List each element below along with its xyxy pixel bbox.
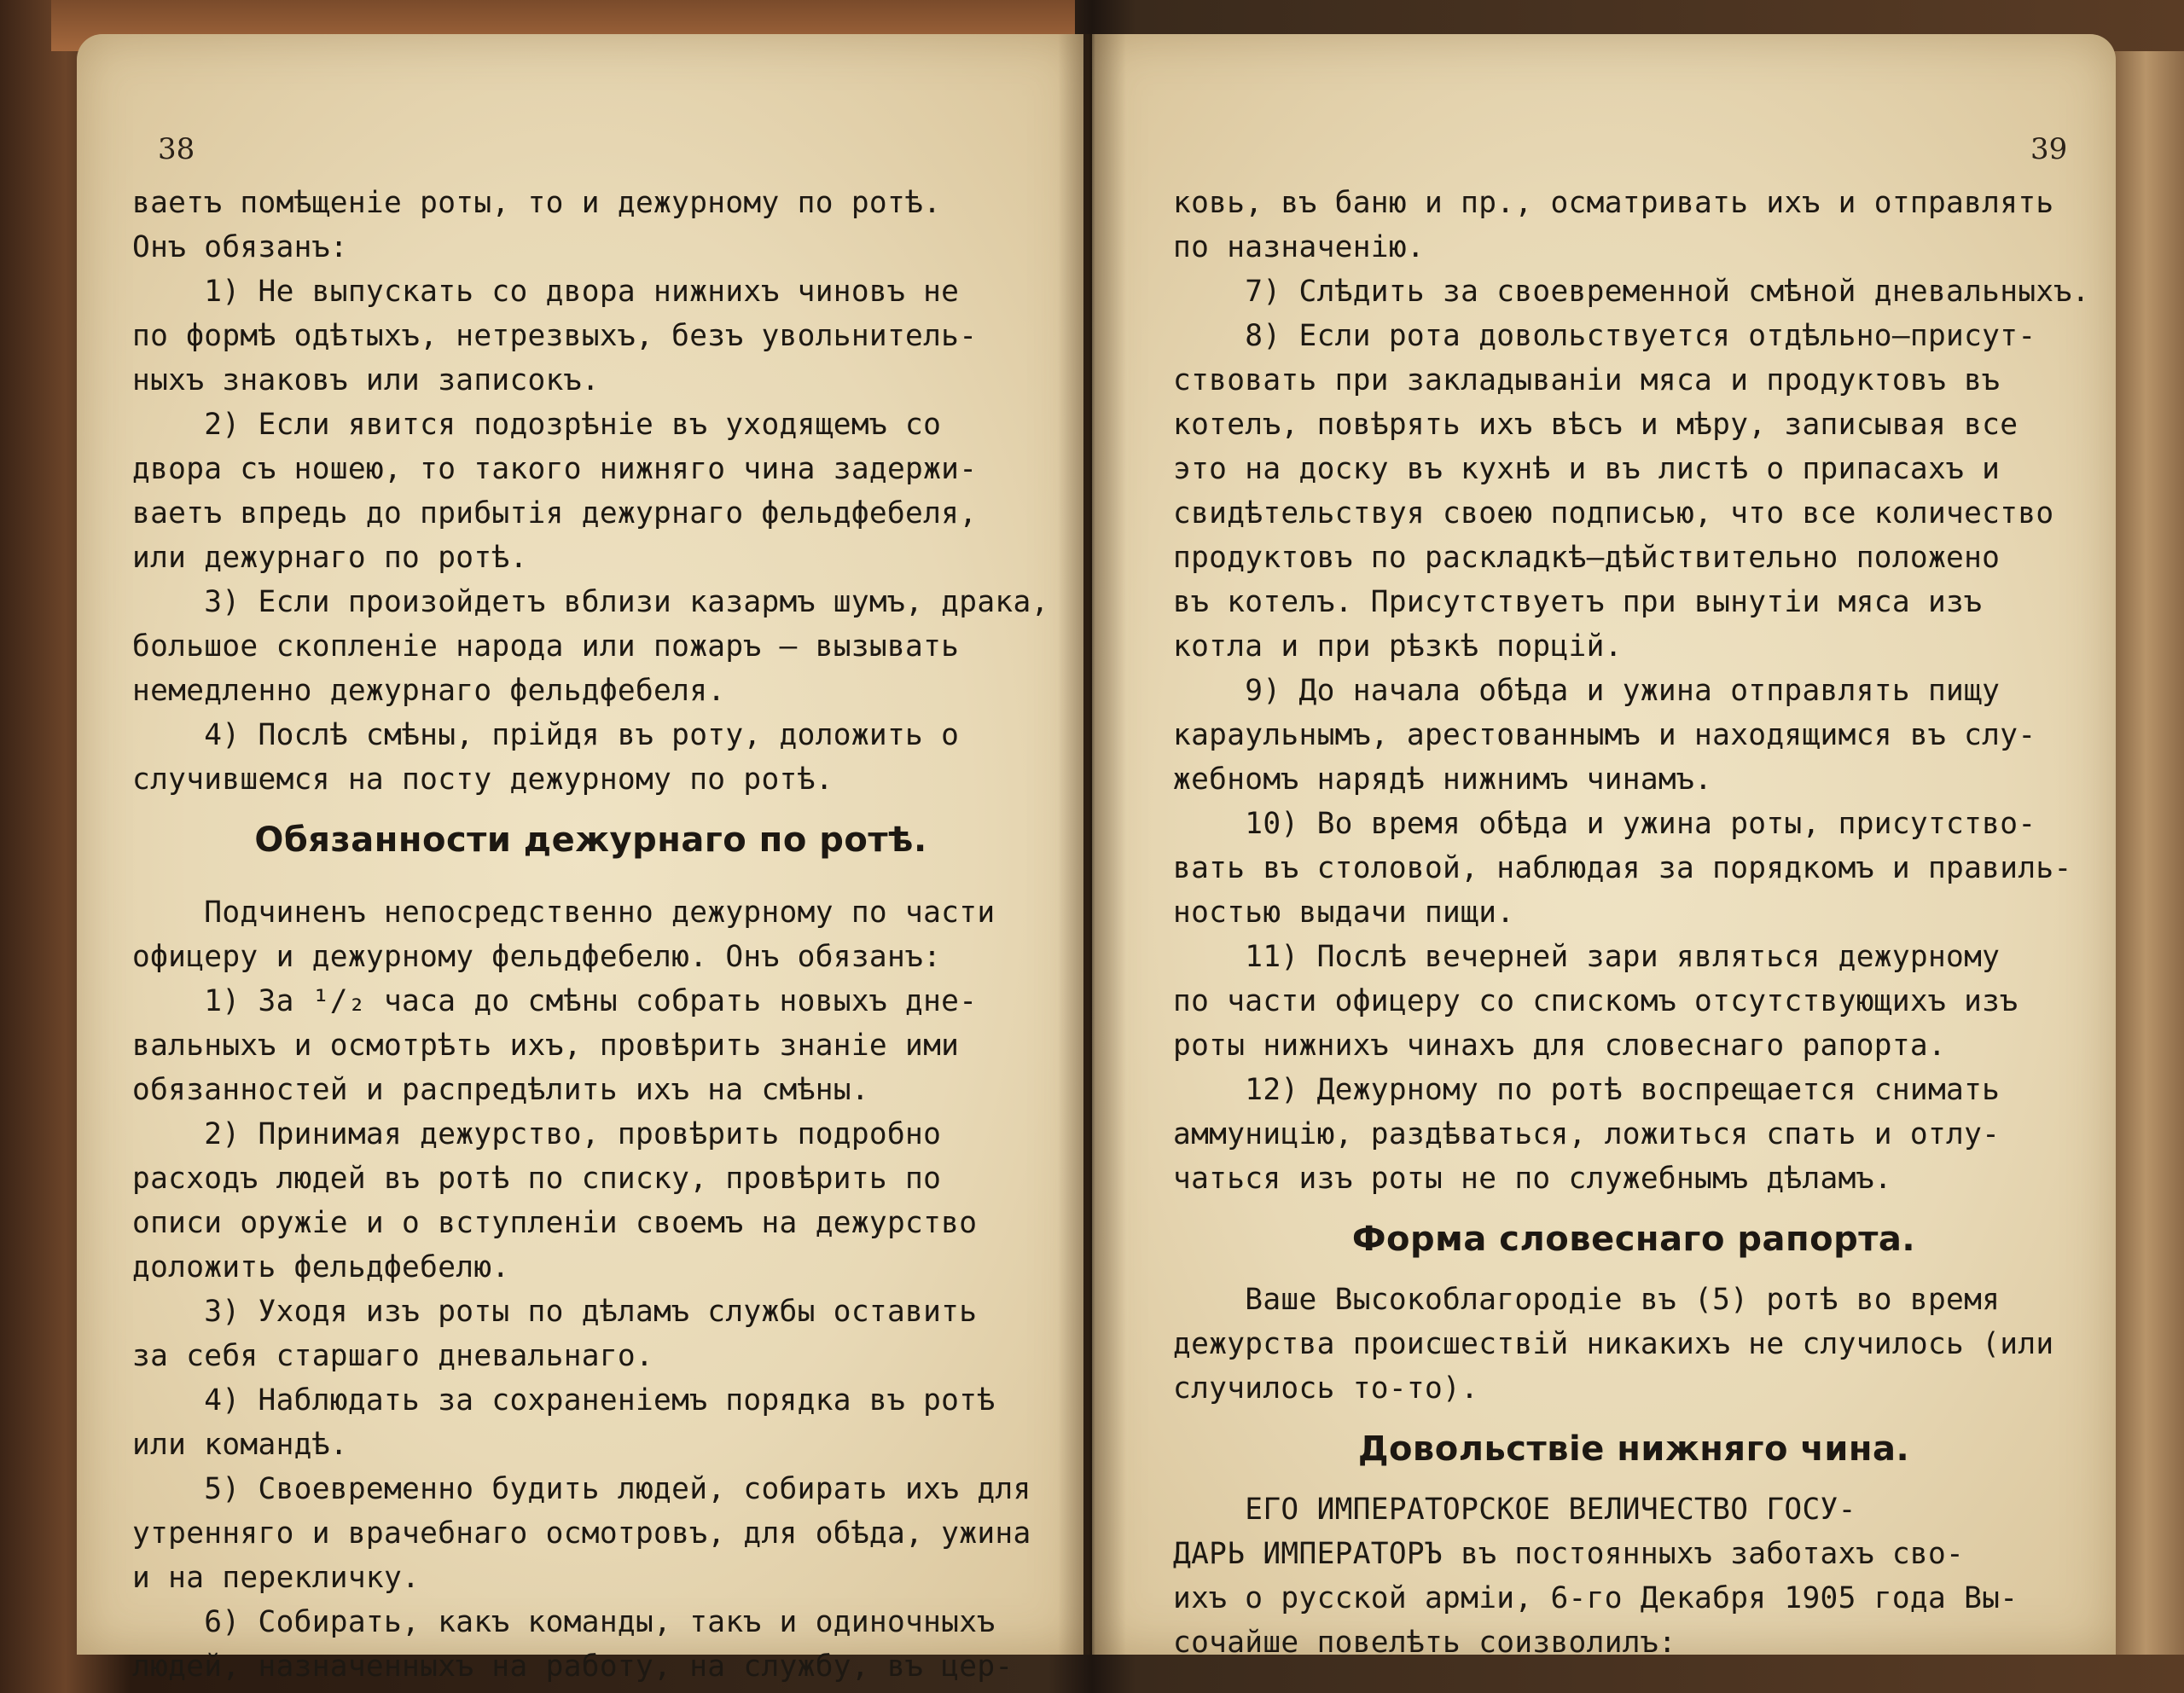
- text-line: случившемся на посту дежурному по ротѣ.: [132, 762, 834, 797]
- text-line: роты нижнихъ чинахъ для словеснаго рапорта.: [1173, 1029, 1947, 1063]
- text-line: ДАРЬ ИМПЕРАТОРЪ въ постоянныхъ заботахъ сво-: [1173, 1537, 1965, 1571]
- right-page-number: 39: [2030, 132, 2068, 166]
- text-line: 2) Принимая дежурство, провѣрить подробно: [132, 1117, 942, 1151]
- right-page-text: [1173, 181, 2094, 1665]
- text-line: 4) Наблюдать за сохраненіемъ порядка въ ротѣ: [132, 1383, 996, 1418]
- book-gutter: [1058, 34, 1126, 1655]
- text-line: расходъ людей въ ротѣ по списку, провѣрить по: [132, 1162, 942, 1196]
- spacer: [132, 878, 1049, 890]
- text-line: вальныхъ и осмотрѣть ихъ, провѣрить знаніе ими: [132, 1029, 960, 1063]
- text-line: двора съ ношею, то такого нижняго чина задержи-: [132, 452, 978, 486]
- section-heading-report-form: Форма словеснаго рапорта.: [1351, 1220, 1916, 1259]
- text-line: караульнымъ, арестованнымъ и находящимся въ слу-: [1173, 718, 2036, 752]
- text-line: Подчиненъ непосредственно дежурному по части: [132, 896, 996, 930]
- text-line: ваетъ помѣщеніе роты, то и дежурному по ротѣ.: [132, 186, 942, 220]
- text-line: Онъ обязанъ:: [132, 230, 348, 264]
- text-line: 6) Собирать, какъ команды, такъ и одиночныхъ: [132, 1605, 996, 1639]
- text-line: жебномъ нарядѣ нижнимъ чинамъ.: [1173, 762, 1713, 797]
- text-line: ихъ о русской арміи, 6-го Декабря 1905 года Вы-: [1173, 1581, 2018, 1615]
- text-line: 4) Послѣ смѣны, прійдя въ роту, доложить о: [132, 718, 960, 752]
- book-page-edges: [2107, 51, 2184, 1655]
- text-line: доложить фельдфебелю.: [132, 1250, 510, 1284]
- text-line: 10) Во время обѣда и ужина роты, присутство-: [1173, 807, 2036, 841]
- left-page-number: 38: [158, 132, 195, 166]
- section-heading-duties: Обязанности дежурнаго по ротѣ.: [254, 820, 927, 860]
- text-line: ваетъ впредь до прибытія дежурнаго фельдфебеля,: [132, 496, 978, 531]
- text-line: 1) За ¹/₂ часа до смѣны собрать новыхъ дне-: [132, 984, 978, 1018]
- text-line: офицеру и дежурному фельдфебелю. Онъ обязанъ:: [132, 940, 942, 974]
- text-line: ЕГО ИМПЕРАТОРСКОЕ ВЕЛИЧЕСТВО ГОСУ-: [1173, 1493, 1856, 1527]
- text-line: ствовать при закладываніи мяса и продуктовъ въ: [1173, 363, 2001, 397]
- text-line: 2) Если явится подозрѣніе въ уходящемъ со: [132, 408, 942, 442]
- text-line: 8) Если рота довольствуется отдѣльно—присут-: [1173, 319, 2036, 353]
- text-line: дежурства происшествій никакихъ не случилось (или: [1173, 1327, 2054, 1361]
- text-line: котла и при рѣзкѣ порцій.: [1173, 629, 1623, 664]
- text-line: и на перекличку.: [132, 1561, 421, 1595]
- text-line: вать въ столовой, наблюдая за порядкомъ и правиль-: [1173, 851, 2072, 885]
- text-line: людей, назначенныхъ на работу, на службу, въ цер-: [132, 1650, 1014, 1684]
- text-line: 3) Уходя изъ роты по дѣламъ службы оставить: [132, 1295, 978, 1329]
- text-line: за себя старшаго дневальнаго.: [132, 1339, 654, 1373]
- text-line: описи оружіе и о вступленіи своемъ на дежурство: [132, 1206, 978, 1240]
- text-line: 12) Дежурному по ротѣ воспрещается снимать: [1173, 1073, 2001, 1107]
- text-line: по назначенію.: [1173, 230, 1425, 264]
- section-heading-allowance: Довольствіе нижняго чина.: [1357, 1429, 1910, 1469]
- text-line: чаться изъ роты не по служебнымъ дѣламъ.: [1173, 1162, 1892, 1196]
- text-line: 5) Своевременно будить людей, собирать ихъ для: [132, 1472, 1031, 1506]
- text-line: по части офицеру со спискомъ отсутствующихъ изъ: [1173, 984, 2018, 1018]
- text-line: большое скопленіе народа или пожаръ — вызывать: [132, 629, 960, 664]
- text-line: по формѣ одѣтыхъ, нетрезвыхъ, безъ увольнитель-: [132, 319, 978, 353]
- text-line: ковь, въ баню и пр., осматривать ихъ и отправлять: [1173, 186, 2054, 220]
- text-line: Ваше Высокоблагородіе въ (5) ротѣ во время: [1173, 1283, 2001, 1317]
- text-line: 11) Послѣ вечерней зари являться дежурному: [1173, 940, 2001, 974]
- text-line: свидѣтельствуя своею подписью, что все количество: [1173, 496, 2054, 531]
- text-line: случилось то-то).: [1173, 1371, 1479, 1406]
- text-line: котелъ, повѣрять ихъ вѣсъ и мѣру, записывая все: [1173, 408, 2018, 442]
- text-line: въ котелъ. Присутствуетъ при вынутіи мяса изъ: [1173, 585, 1983, 619]
- text-line: 3) Если произойдетъ вблизи казармъ шумъ, драка,: [132, 585, 1049, 619]
- text-line: аммуницію, раздѣваться, ложиться спать и отлу-: [1173, 1117, 2001, 1151]
- text-line: или дежурнаго по ротѣ.: [132, 541, 528, 575]
- text-line: немедленно дежурнаго фельдфебеля.: [132, 674, 726, 708]
- text-line: ныхъ знаковъ или записокъ.: [132, 363, 600, 397]
- text-line: это на доску въ кухнѣ и въ листѣ о припасахъ и: [1173, 452, 2001, 486]
- text-line: ностью выдачи пищи.: [1173, 896, 1515, 930]
- text-line: обязанностей и распредѣлить ихъ на смѣны.: [132, 1073, 869, 1107]
- text-line: или командѣ.: [132, 1428, 348, 1462]
- text-line: продуктовъ по раскладкѣ—дѣйствительно положено: [1173, 541, 2001, 575]
- left-page-text: [132, 181, 1049, 1689]
- text-line: 9) До начала обѣда и ужина отправлять пищу: [1173, 674, 2001, 708]
- text-line: сочайше повелѣть соизволилъ:: [1173, 1626, 1676, 1660]
- text-line: 1) Не выпускать со двора нижнихъ чиновъ не: [132, 275, 960, 309]
- text-line: 7) Слѣдить за своевременной смѣной дневальныхъ.: [1173, 275, 2090, 309]
- text-line: утренняго и врачебнаго осмотровъ, для обѣда, ужина: [132, 1516, 1031, 1551]
